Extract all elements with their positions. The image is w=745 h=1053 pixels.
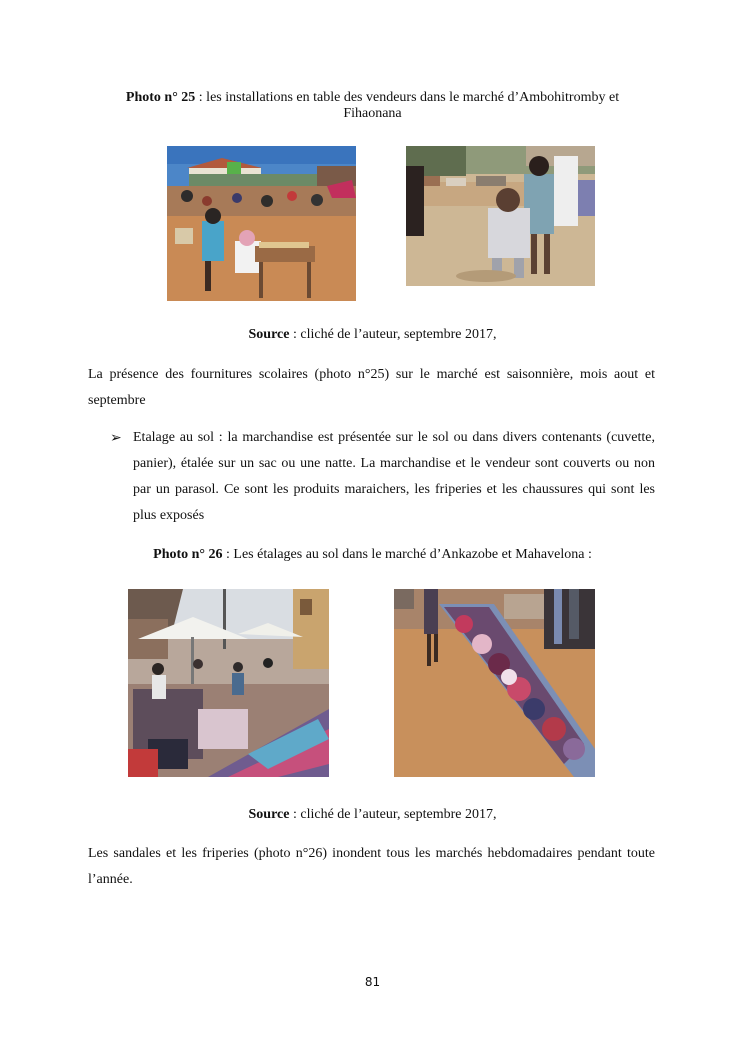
photo-26-source	[100, 807, 645, 823]
photo-25-right-image	[406, 146, 595, 286]
photo-26-left-image	[128, 589, 329, 777]
photo-26-title: : Les étalages au sol dans le marché d’Ankazobe et Mahavelona :	[222, 547, 592, 562]
photo-25-title: : les installations en table des vendeurs dans le marché d’Ambohitromby et Fihaonana	[195, 90, 620, 121]
source-text: : cliché de l’auteur, septembre 2017,	[289, 327, 497, 342]
bullet-ground-display-text: Etalage au sol : la marchandise est présentée sur le sol ou dans divers contenants (cuvette, panier), étalée sur un sac ou une natte. La marchandise et le vendeur sont couverts ou non par un parasol. Ce sont les produits maraichers, les friperies et les chaussures qui sont les plus exposés	[133, 430, 655, 523]
photo-25-label: Photo n° 25	[125, 90, 196, 105]
photo-25-caption	[100, 90, 645, 122]
photo-26-label: Photo n° 26	[153, 547, 223, 562]
paragraph-sandals-second-hand: Les sandales et les friperies (photo n°26) inondent tous les marchés hebdomadaires pendant toute l’année.	[88, 846, 655, 887]
source-label: Source	[248, 807, 290, 822]
photo-25-left-image	[167, 146, 356, 301]
photo-26-caption	[100, 547, 645, 563]
bullet-marker: ➢	[110, 430, 122, 446]
photo-26-right-image	[394, 589, 595, 777]
photo-25-source	[100, 327, 645, 343]
paragraph-school-supplies: La présence des fournitures scolaires (photo n°25) sur le marché est saisonnière, mois aout et septembre	[88, 367, 655, 408]
page-number: 81	[364, 975, 381, 989]
source-text: : cliché de l’auteur, septembre 2017,	[289, 807, 497, 822]
source-label: Source	[248, 327, 290, 342]
